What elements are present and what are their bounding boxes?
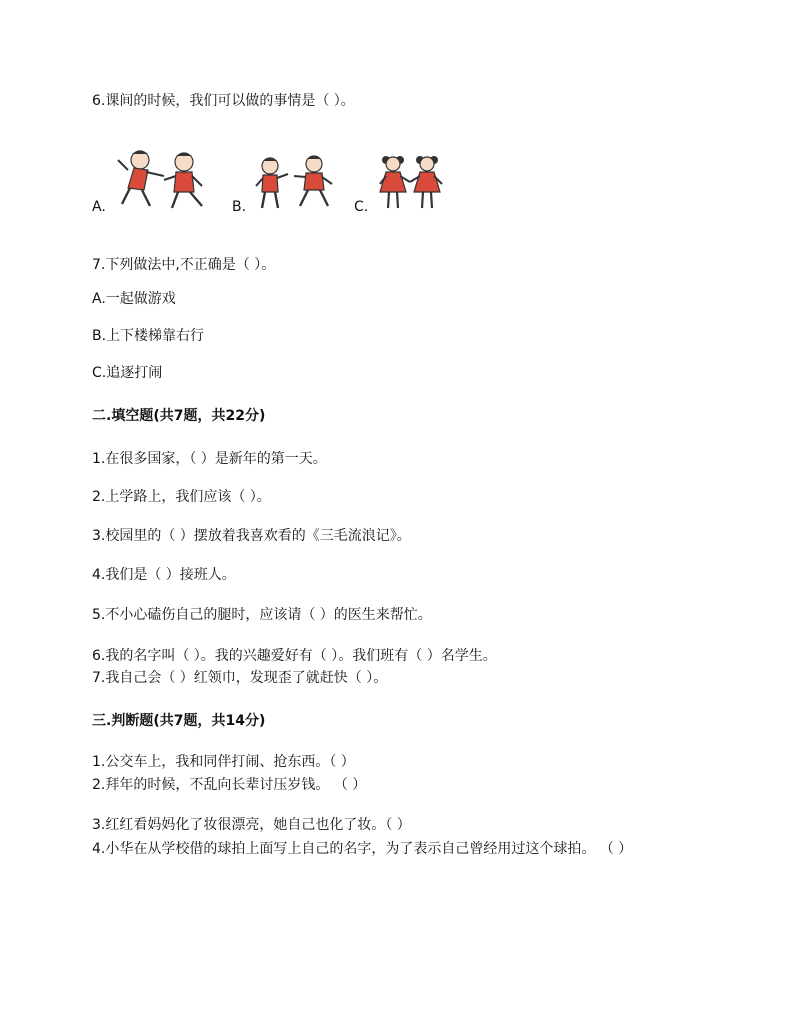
section2-item-6: 6.我的名字叫（ ）。我的兴趣爱好有（ ）。我们班有（ ）名学生。 <box>92 648 497 664</box>
section2-item-3: 3.校园里的（ ）摆放着我喜欢看的《三毛流浪记》。 <box>92 528 411 544</box>
q6-option-b[interactable] <box>232 142 342 222</box>
q6-option-b-label: B. <box>232 199 247 215</box>
q6-option-c-label: C. <box>354 199 369 215</box>
q7-option-c[interactable]: C.追逐打闹 <box>92 365 163 381</box>
section2-item-4: 4.我们是（ ）接班人。 <box>92 567 236 583</box>
q6-option-c[interactable] <box>354 142 454 222</box>
two-boys-fighting-picture <box>250 152 340 212</box>
section2-item-5: 5.不小心磕伤自己的腿时，应该请（ ）的医生来帮忙。 <box>92 607 432 623</box>
section3-title: 三.判断题(共7题，共14分) <box>92 713 266 729</box>
q7-option-a[interactable]: A.一起做游戏 <box>92 291 176 307</box>
section3-item-4: 4.小华在从学校借的球拍上面写上自己的名字，为了表示自己曾经用过这个球拍。 （ ） <box>92 841 633 857</box>
section2-item-1: 1.在很多国家，（ ）是新年的第一天。 <box>92 451 327 467</box>
q7-stem: 7.下列做法中,不正确是（ ）。 <box>92 257 276 273</box>
two-boys-pushing-picture <box>114 146 214 212</box>
section2-item-2: 2.上学路上，我们应该（ ）。 <box>92 489 271 505</box>
section2-title: 二.填空题(共7题，共22分) <box>92 408 266 424</box>
q7-option-b[interactable]: B.上下楼梯靠右行 <box>92 328 205 344</box>
q6-options <box>92 142 452 222</box>
q6-option-a[interactable] <box>92 142 222 222</box>
section3-item-3: 3.红红看妈妈化了妆很漂亮，她自己也化了妆。（ ） <box>92 817 411 833</box>
q6-stem: 6.课间的时候，我们可以做的事情是（ ）。 <box>92 93 355 109</box>
section3-item-1: 1.公交车上，我和同伴打闹、抢东西。（ ） <box>92 754 355 770</box>
section2-item-7: 7.我自己会（ ）红领巾，发现歪了就赶快（ ）。 <box>92 670 388 686</box>
q6-option-a-label: A. <box>92 199 106 215</box>
two-girls-holding-hands-picture <box>370 148 450 212</box>
section3-item-2: 2.拜年的时候，不乱向长辈讨压岁钱。 （ ） <box>92 777 367 793</box>
